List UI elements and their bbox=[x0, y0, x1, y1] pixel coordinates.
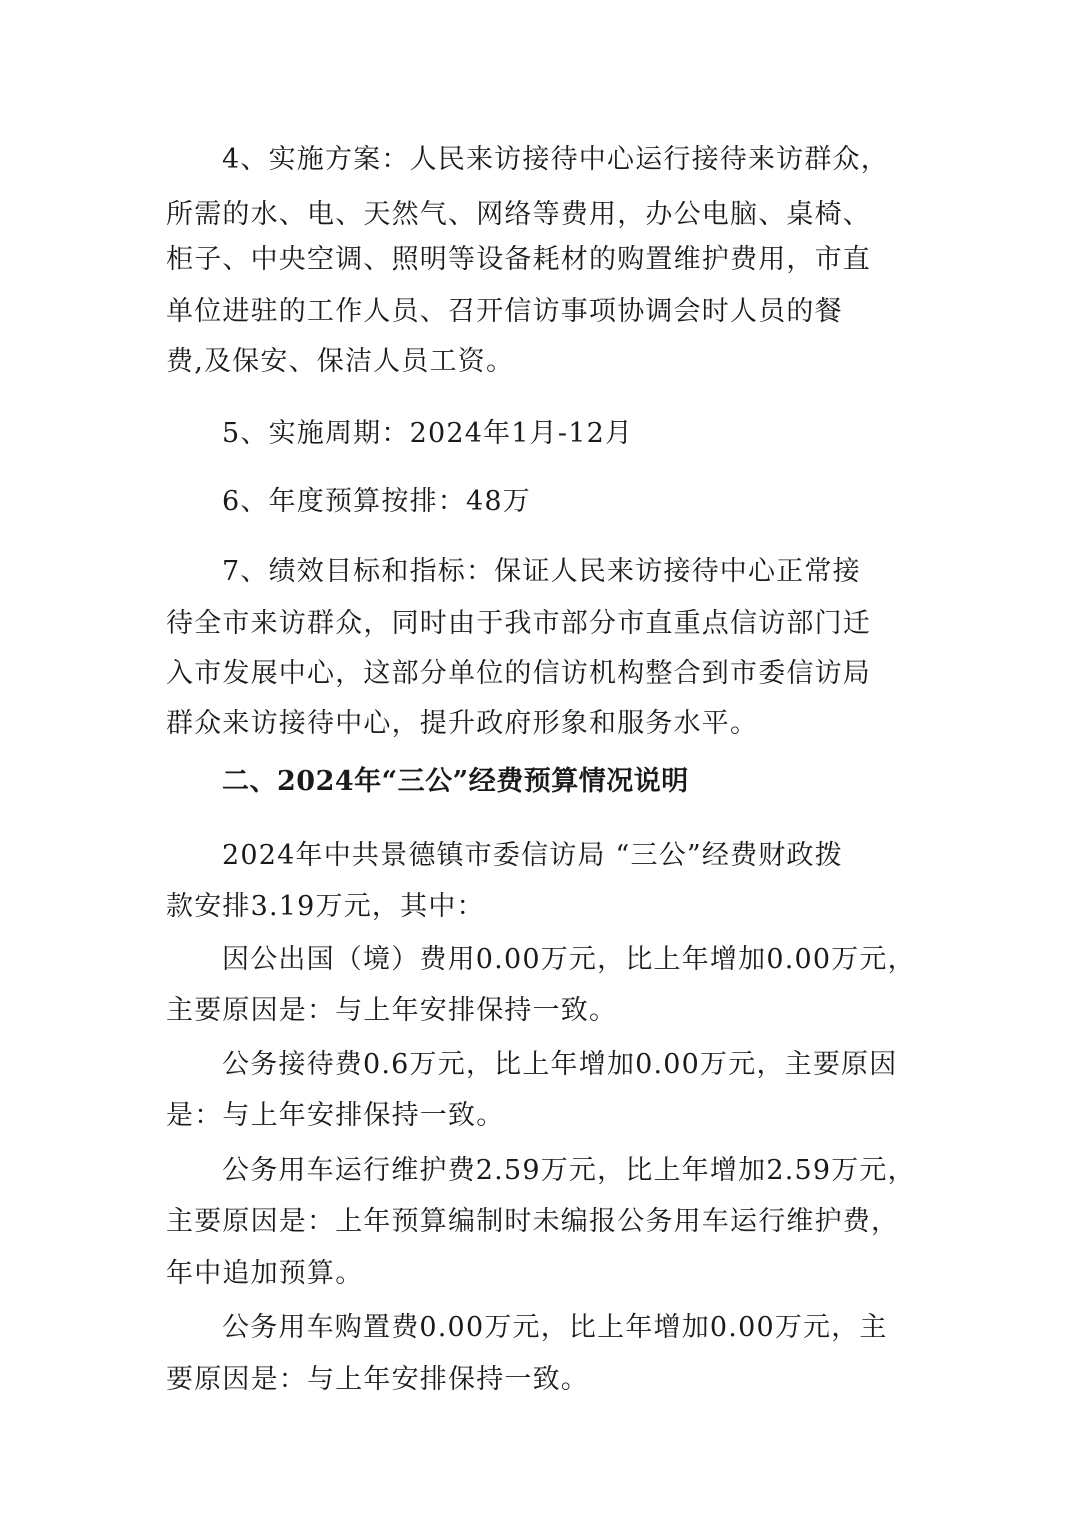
overseas-expense-line-2: 主要原因是：与上年安排保持一致。 bbox=[166, 995, 618, 1026]
performance-goals-line-3: 入市发展中心，这部分单位的信访机构整合到市委信访局 bbox=[166, 658, 871, 689]
overseas-expense-line-1: 因公出国（境）费用0.00万元，比上年增加0.00万元， bbox=[222, 944, 916, 975]
section-heading: 二、2024年“三公”经费预算情况说明 bbox=[222, 766, 689, 797]
vehicle-operation-line-2: 主要原因是：上年预算编制时未编报公务用车运行维护费， bbox=[166, 1206, 900, 1237]
implementation-plan-line-2: 所需的水、电、天然气、网络等费用，办公电脑、桌椅、 bbox=[166, 199, 871, 230]
vehicle-operation-line-3: 年中追加预算。 bbox=[166, 1258, 364, 1289]
implementation-plan-line-3: 柜子、中央空调、照明等设备耗材的购置维护费用，市直 bbox=[166, 244, 871, 275]
implementation-plan-line-5: 费,及保安、保洁人员工资。 bbox=[166, 346, 515, 377]
annual-budget-line: 6、年度预算按排：48万 bbox=[222, 486, 531, 517]
reception-expense-line-1: 公务接待费0.6万元，比上年增加0.00万元，主要原因 bbox=[222, 1049, 898, 1080]
vehicle-operation-line-1: 公务用车运行维护费2.59万元，比上年增加2.59万元， bbox=[222, 1155, 916, 1186]
performance-goals-line-1: 7、绩效目标和指标：保证人民来访接待中心正常接 bbox=[222, 556, 861, 587]
three-public-total-line-2: 款安排3.19万元，其中： bbox=[166, 891, 485, 922]
vehicle-purchase-line-2: 要原因是：与上年安排保持一致。 bbox=[166, 1364, 589, 1395]
implementation-plan-line-1: 4、实施方案：人民来访接待中心运行接待来访群众， bbox=[222, 144, 889, 175]
vehicle-purchase-line-1: 公务用车购置费0.00万元，比上年增加0.00万元，主 bbox=[222, 1312, 888, 1343]
implementation-plan-line-4: 单位进驻的工作人员、召开信访事项协调会时人员的餐 bbox=[166, 296, 843, 327]
implementation-period-line: 5、实施周期：2024年1月-12月 bbox=[222, 418, 634, 449]
performance-goals-line-2: 待全市来访群众，同时由于我市部分市直重点信访部门迁 bbox=[166, 608, 871, 639]
reception-expense-line-2: 是：与上年安排保持一致。 bbox=[166, 1100, 505, 1131]
performance-goals-line-4: 群众来访接待中心，提升政府形象和服务水平。 bbox=[166, 708, 759, 739]
three-public-total-line-1: 2024年中共景德镇市委信访局 “三公”经费财政拨 bbox=[222, 840, 843, 871]
